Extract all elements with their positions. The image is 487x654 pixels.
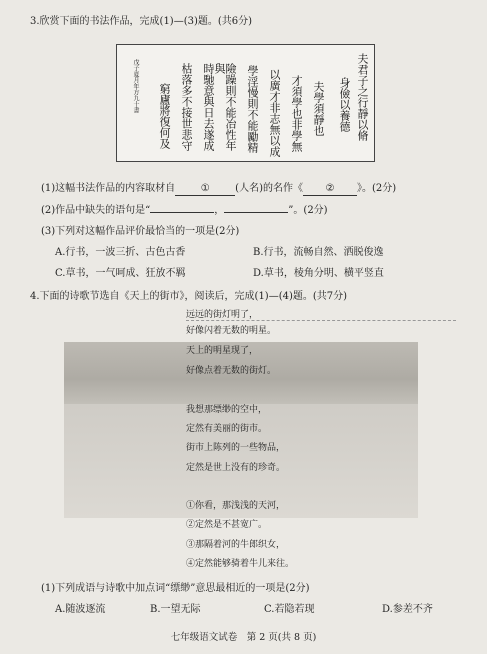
poem-line: 街市上陈列的一些物品， (186, 443, 286, 453)
option-a[interactable]: A.随波逐流 (55, 604, 106, 615)
question-4-1: (1)下列成语与诗歌中加点词“缥缈”意思最相近的一项是(2分) (41, 583, 310, 594)
poem-line: 好像闪着无数的明星。 (186, 326, 277, 336)
question-3-2: (2)作品中缺失的语句是“ ， ”。(2分) (41, 205, 328, 216)
q3-2-text: (2)作品中缺失的语句是 (41, 205, 146, 216)
question-3-1 (41, 182, 396, 196)
calligraphy-artwork (116, 44, 375, 162)
answer-blank-2[interactable]: ② (303, 182, 357, 196)
option-a[interactable]: A.行书，一波三折、古色古香 (55, 247, 186, 258)
calligraphy-column: 窮廬將復何及 (158, 83, 171, 149)
question-4-header: 4.下面的诗歌节选自《天上的街市》，阅读后，完成(1)—(4)题。(共7分) (30, 291, 348, 302)
option-b[interactable]: B.行书，流畅自然、洒脱俊逸 (253, 247, 384, 258)
question-3-3: (3)下列对这幅作品评价最恰当的一项是(2分) (41, 226, 240, 237)
q3-1-text: (人名)的名作《 (235, 183, 303, 194)
option-d[interactable]: D.草书，棱角分明、横平竖直 (253, 268, 384, 279)
poem-line: ①你看，那浅浅的天河， (186, 501, 286, 511)
calligraphy-column: 夫學須靜也 (312, 81, 325, 136)
poem-line: 定然有美丽的街市。 (186, 424, 268, 434)
calligraphy-column: 以廣才非志無以成 (268, 69, 281, 157)
calligraphy-column: 學淫慢則不能勵精 (246, 65, 259, 153)
poem-line: 天上的明星现了， (186, 346, 259, 356)
poem-line: 好像点着无数的街灯。 (186, 366, 277, 376)
answer-blank-3[interactable] (150, 212, 214, 213)
q3-1-text: (1)这幅书法作品的内容取材自 (41, 183, 176, 194)
answer-blank-1[interactable]: ① (175, 182, 235, 196)
poem-line: ②定然是不甚宽广。 (186, 520, 268, 530)
option-d[interactable]: D.参差不齐 (382, 604, 433, 615)
poem-line: 远远的街灯明了， (186, 310, 259, 320)
calligraphy-column: 時馳意與日去遂成 (202, 63, 215, 151)
option-b[interactable]: B.一望无际 (150, 604, 201, 615)
question-3-header: 3.欣赏下面的书法作品，完成(1)—(3)题。(共6分) (30, 16, 253, 27)
poem-line: 我想那缥缈的空中， (186, 405, 268, 415)
q3-2-text: 。(2分) (293, 205, 328, 216)
option-c[interactable]: C.草书，一气呵成、狂放不羁 (55, 268, 186, 279)
poem-line: 定然是世上没有的珍奇。 (186, 463, 286, 473)
calligraphy-column: 險躁則不能冶性年與 (213, 63, 237, 151)
poem-line: ③那隔着河的牛郎织女， (186, 540, 286, 550)
answer-blank-4[interactable] (224, 212, 288, 213)
calligraphy-column: 枯落多不接世悲守 (180, 63, 193, 151)
q3-1-text: 》。(2分) (356, 183, 397, 194)
calligraphy-column: 身儉以養德 (338, 77, 351, 132)
calligraphy-column: 才須學也非學無 (290, 75, 303, 152)
calligraphy-column: 夫君子之行靜以脩 (356, 53, 369, 141)
page-footer: 七年级语文试卷 第 2 页(共 8 页) (170, 632, 317, 643)
poem-line: ④定然能够骑着牛儿来往。 (186, 559, 295, 569)
calligraphy-inscription: 戊子夏月年方九十書 (132, 59, 139, 113)
option-c[interactable]: C.若隐若现 (264, 604, 315, 615)
